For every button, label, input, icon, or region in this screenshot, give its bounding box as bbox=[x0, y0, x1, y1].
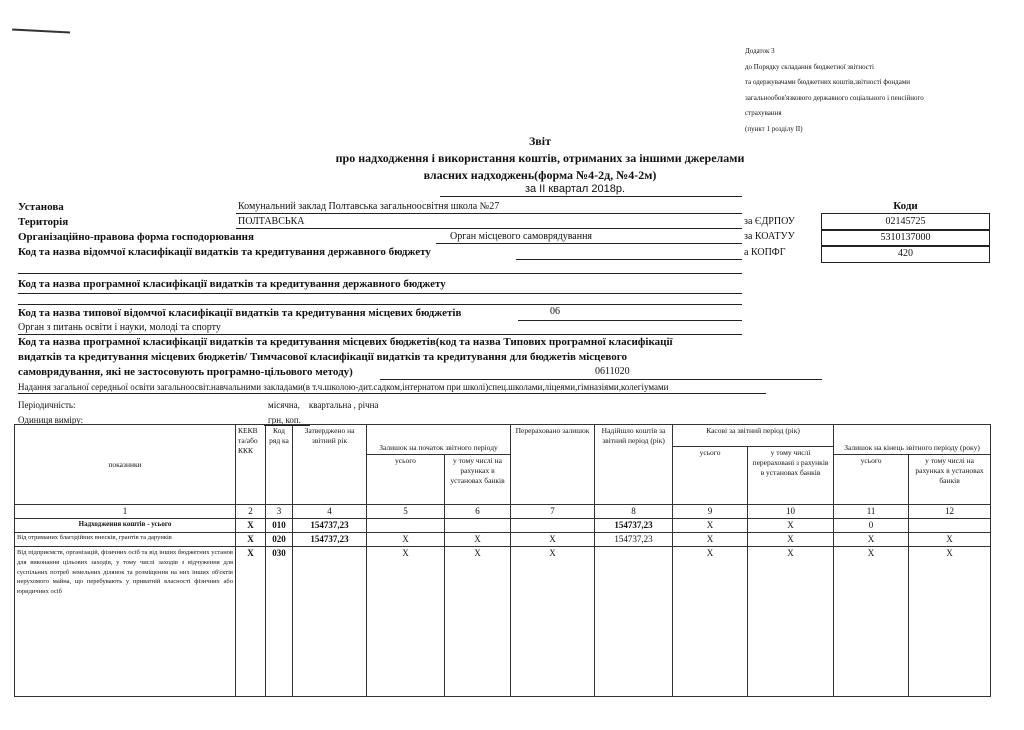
table-header-row bbox=[15, 425, 991, 447]
local-prog-name: Надання загальної середньої освіти загальноосвіт.навчальними закладами(в т.ч.школою-дит.садком,інтернатом при школі)спец.школами,ліцеями,гімназіями,колегіумами bbox=[18, 382, 669, 392]
header-start-balance: Залишок на початок звітного періоду bbox=[367, 425, 511, 455]
header-transferred: Перераховано залишок bbox=[511, 425, 595, 505]
cell: 010 bbox=[266, 519, 293, 533]
report-title bbox=[280, 133, 800, 184]
edrpou-code-box: 02145725 bbox=[821, 213, 990, 231]
prog-class-label: Код та назва програмної класифікації видатків та кредитування державного бюджету bbox=[18, 278, 446, 290]
dept-class-underline bbox=[516, 259, 742, 260]
edrpou-label: за ЄДРПОУ bbox=[744, 216, 795, 227]
cell bbox=[595, 547, 673, 697]
appendix-line: та одержувачами бюджетних коштів,звітності фондами bbox=[745, 78, 911, 86]
cell: 030 bbox=[266, 547, 293, 697]
cell: X bbox=[511, 533, 595, 547]
col-number: 8 bbox=[595, 505, 673, 519]
cell: 0 bbox=[834, 519, 909, 533]
cell bbox=[445, 519, 511, 533]
typical-dept-name: Орган з питань освіти і науки, молоді та спорту bbox=[18, 322, 221, 333]
appendix-line: (пункт 1 розділу II) bbox=[745, 124, 803, 133]
cell: X bbox=[748, 519, 834, 533]
table-row bbox=[15, 533, 991, 547]
cell: X bbox=[236, 519, 266, 533]
cell: X bbox=[748, 547, 834, 697]
col-number: 4 bbox=[293, 505, 367, 519]
cell: X bbox=[673, 547, 748, 697]
report-table bbox=[14, 424, 991, 697]
cell: X bbox=[236, 533, 266, 547]
col-number: 12 bbox=[909, 505, 991, 519]
cell: X bbox=[236, 547, 266, 697]
unit-label: Одиниця виміру: bbox=[18, 415, 84, 425]
territory-underline bbox=[236, 228, 742, 229]
kopfg-label: а КОПФГ bbox=[744, 247, 786, 258]
col-number: 3 bbox=[266, 505, 293, 519]
header-indicators: показники bbox=[15, 425, 236, 505]
header-start-total: усього bbox=[367, 455, 445, 505]
cell: X bbox=[445, 533, 511, 547]
cell bbox=[293, 547, 367, 697]
cell: X bbox=[909, 533, 991, 547]
col-number: 5 bbox=[367, 505, 445, 519]
appendix-line: Додаток 3 bbox=[745, 47, 775, 55]
header-kekv: КЕКВ та/або ККК bbox=[236, 425, 266, 505]
periodicity-value: місячна, квартальна , річна bbox=[268, 400, 379, 410]
cell: X bbox=[834, 533, 909, 547]
typical-dept-code: 06 bbox=[550, 306, 560, 317]
local-prog-name-underline bbox=[18, 393, 766, 394]
prog-class-underline bbox=[18, 293, 742, 294]
title-line-2: про надходження і використання коштів, отриманих за іншими джерелами bbox=[335, 151, 745, 165]
org-form-label: Організаційно-правова форма господорювання bbox=[18, 231, 254, 243]
appendix-line: до Порядку складання бюджетної звітності bbox=[745, 62, 874, 71]
row-name: Надходження коштів - усього bbox=[15, 519, 236, 533]
kopfg-code-box: 420 bbox=[821, 245, 990, 263]
cell: X bbox=[834, 547, 909, 697]
org-form-value: Орган місцевого самоврядування bbox=[450, 231, 593, 242]
report-period: за II квартал 2018р. bbox=[524, 183, 626, 195]
period-underline bbox=[440, 196, 742, 197]
col-number: 7 bbox=[511, 505, 595, 519]
header-approved: Затверджено на звітний рік bbox=[293, 425, 367, 505]
typical-dept-name-underline bbox=[18, 334, 742, 335]
col-number: 11 bbox=[834, 505, 909, 519]
cell bbox=[367, 519, 445, 533]
territory-value: ПОЛТАВСЬКА bbox=[238, 216, 305, 227]
header-cash-banks: у тому числі перераховані з рахунків в установах банків bbox=[748, 447, 834, 505]
cell: X bbox=[511, 547, 595, 697]
typical-dept-underline bbox=[518, 320, 742, 321]
local-prog-label-1: Код та назва програмної класифікації видатків та кредитування місцевих бюджетів(код та назва Типових програмної класифікації bbox=[18, 336, 673, 348]
local-prog-label-3: самоврядування, які не застосовують програмно-цільового методу) bbox=[18, 366, 353, 378]
periodicity-label: Періодичність: bbox=[18, 400, 76, 410]
cell: 154737,23 bbox=[595, 533, 673, 547]
koatuu-label: за КОАТУУ bbox=[744, 231, 795, 242]
cell: 154737,23 bbox=[293, 533, 367, 547]
cell: X bbox=[748, 533, 834, 547]
dept-class-label: Код та назва відомчої класифікації видатків та кредитування державного бюджету bbox=[18, 246, 431, 258]
cell: 154737,23 bbox=[595, 519, 673, 533]
institution-label: Установа bbox=[18, 201, 64, 213]
cell: X bbox=[673, 533, 748, 547]
header-end-balance: Залишок на кінець звітного періоду (року) bbox=[834, 425, 991, 455]
col-number: 9 bbox=[673, 505, 748, 519]
cell: X bbox=[909, 547, 991, 697]
header-end-banks: у тому числі на рахунках в установах банків bbox=[909, 455, 991, 505]
header-cash-expenses: Касові за звітний період (рік) bbox=[673, 425, 834, 447]
header-received: Надійшло коштів за звітний період (рік) bbox=[595, 425, 673, 505]
row-name: Від підприємств, організацій, фізичних осіб та від інших бюджетних установ для виконання цільових заходів, у тому числі заходів з відчуження для суспільних потреб земельних ділянок та розміщення на них інших об'єктів нерухомого майна, що перебувають у приватній власності фізичних або юридичних осіб bbox=[15, 547, 236, 697]
local-prog-code: 0611020 bbox=[595, 366, 630, 377]
institution-value: Комунальний заклад Полтавська загальноосвітня школа №27 bbox=[238, 201, 500, 212]
appendix-note bbox=[745, 44, 924, 137]
title-line-1: Звіт bbox=[528, 134, 552, 148]
local-prog-code-underline bbox=[380, 379, 822, 380]
typical-dept-label: Код та назва типової відомчої класифікації видатків та кредитування місцевих бюджетів bbox=[18, 307, 462, 319]
cell bbox=[909, 519, 991, 533]
header-row-code: Код ряд ка bbox=[266, 425, 293, 505]
table-row bbox=[15, 547, 991, 697]
appendix-line: страхування bbox=[745, 109, 782, 117]
appendix-line: загальнообов'язкового державного соціального і пенсійного bbox=[745, 93, 924, 102]
col-number: 1 bbox=[15, 505, 236, 519]
cell: X bbox=[445, 547, 511, 697]
cell: X bbox=[673, 519, 748, 533]
cell bbox=[511, 519, 595, 533]
org-form-underline bbox=[436, 243, 742, 244]
koatuu-code-box: 5310137000 bbox=[821, 229, 990, 247]
header-end-total: усього bbox=[834, 455, 909, 505]
table-row bbox=[15, 519, 991, 533]
local-prog-label-2: видатків та кредитування місцевих бюджетів/ Тимчасової класифікації видатків та кредитування для бюджетів місцевого bbox=[18, 351, 627, 363]
header-start-banks: у тому числі на рахунках в установах банків bbox=[445, 455, 511, 505]
territory-label: Територія bbox=[18, 216, 69, 228]
row-name: Від отриманих благодійних внесків, грантів та дарунків bbox=[15, 533, 236, 547]
cell: X bbox=[367, 533, 445, 547]
cell: 020 bbox=[266, 533, 293, 547]
col-number: 10 bbox=[748, 505, 834, 519]
unit-value: грн, коп. bbox=[268, 415, 301, 425]
handwritten-mark bbox=[12, 28, 70, 37]
codes-header: Коди bbox=[893, 200, 918, 212]
dept-class-line-2 bbox=[18, 273, 742, 274]
institution-underline bbox=[236, 213, 742, 214]
cell: 154737,23 bbox=[293, 519, 367, 533]
column-numbers-row bbox=[15, 505, 991, 519]
title-line-3: власних надходжень(форма №4-2д, №4-2м) bbox=[423, 168, 657, 182]
col-number: 6 bbox=[445, 505, 511, 519]
header-cash-total: усього bbox=[673, 447, 748, 505]
col-number: 2 bbox=[236, 505, 266, 519]
prog-class-line-2 bbox=[18, 304, 742, 305]
cell: X bbox=[367, 547, 445, 697]
